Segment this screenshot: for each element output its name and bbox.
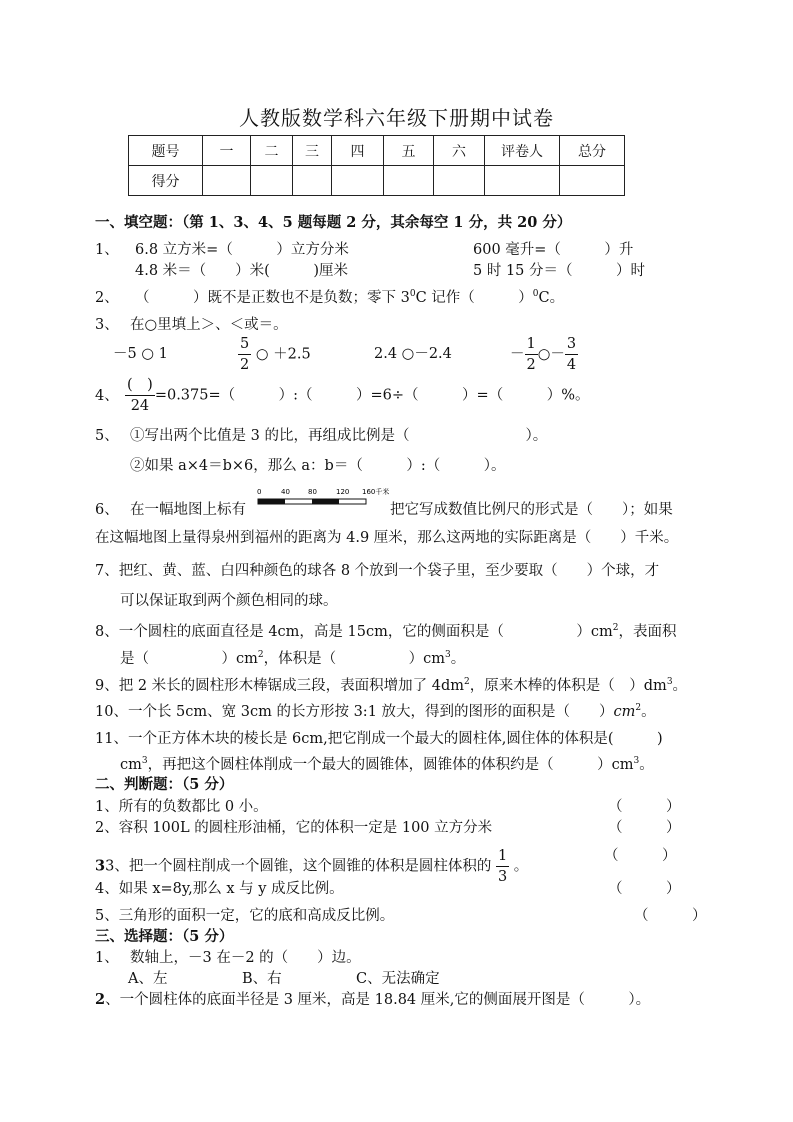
question-text: 是（ ）$cm^2$，体积是（ ）$cm^3$。 xyxy=(120,650,466,667)
table-cell: 一 xyxy=(203,136,251,166)
table-cell: 二 xyxy=(251,136,293,166)
question-number: 2、 xyxy=(95,290,119,306)
scale-bar-segment xyxy=(312,499,339,504)
question-number: 1、 xyxy=(95,950,119,966)
comparison-item: $\frac{5}{2}$ ○ ＋2.5 xyxy=(240,336,311,373)
table-cell: 四 xyxy=(332,136,384,166)
fraction: $\frac{1}{3}$ xyxy=(497,848,508,885)
answer-paren[interactable]: （ ） xyxy=(604,848,677,864)
comparison-item: － $\frac{1}{2}$ ○－ $\frac{3}{4}$ xyxy=(510,336,577,373)
answer-paren[interactable]: （ ） xyxy=(608,820,681,836)
table-cell: 六 xyxy=(434,136,485,166)
section-heading: 二、判断题：（5 分） xyxy=(95,776,234,793)
table-cell: 三 xyxy=(293,136,332,166)
answer-paren[interactable]: （ ） xyxy=(634,908,707,924)
fraction: $\frac{3}{4}$ xyxy=(566,336,577,373)
table-cell: 评卷人 xyxy=(485,136,560,166)
judgement-item: 5、三角形的面积一定，它的底和高成反比例。 xyxy=(95,908,395,924)
section-heading: 三、选择题：（5 分） xyxy=(95,928,234,945)
score-input-cell[interactable] xyxy=(293,166,332,196)
question-text: 9、把 2 米长的圆柱形木棒锯成三段，表面积增加了 $4dm^2$，原来木棒的体积是（ ）$dm^3$。 xyxy=(95,677,688,694)
fraction: $\frac{1}{2}$ xyxy=(526,336,536,373)
question-text: 4.8 米＝（ ）米( )厘米 xyxy=(135,263,348,279)
fraction: $\frac{5}{2}$ xyxy=(240,336,250,373)
question-text: 11、一个正方体木块的棱长是 6cm,把它削成一个最大的圆柱体,圆住体的体积是( ) xyxy=(95,731,663,747)
score-input-cell[interactable] xyxy=(384,166,434,196)
question-text: 2、一个圆柱体的底面半径是 3 厘米，高是 18.84 厘米,它的侧面展开图是（ ）。 xyxy=(95,991,651,1008)
question-text: 可以保证取到两个颜色相同的球。 xyxy=(120,593,338,609)
score-input-cell[interactable] xyxy=(203,166,251,196)
judgement-item: 1、所有的负数都比 0 小。 xyxy=(95,799,268,815)
question-text: $\frac{( )}{24}$ =0.375=（ ）:（ ）=6÷（ ）=（ ）%。 xyxy=(127,377,590,414)
score-table xyxy=(128,135,625,196)
judgement-item: 2、容积 100L 的圆柱形油桶，它的体积一定是 100 立方分米 xyxy=(95,820,493,836)
score-table-score-row xyxy=(129,166,625,196)
answer-paren[interactable]: （ ） xyxy=(608,881,681,897)
answer-paren[interactable]: （ ） xyxy=(608,799,681,815)
question-text: ②如果 a×4＝b×6，那么 a：b＝（ ）:（ ）。 xyxy=(130,458,506,474)
table-cell: 五 xyxy=(384,136,434,166)
question-text: 把它写成数值比例尺的形式是（ ）；如果 xyxy=(390,502,673,518)
table-cell: 总分 xyxy=(560,136,625,166)
question-text: 7、把红、黄、蓝、白四种颜色的球各 8 个放到一个袋子里，至少要取（ ）个球，才 xyxy=(95,563,660,579)
fraction: $\frac{( )}{24}$ xyxy=(127,377,153,414)
page-title: 人教版数学科六年级下册期中试卷 xyxy=(239,106,554,130)
question-number: 6、 xyxy=(95,502,119,518)
question-text: 5 时 15 分＝（ ）时 xyxy=(473,263,646,279)
map-scale-bar xyxy=(254,486,389,512)
judgement-item: 4、如果 x=8y,那么 x 与 y 成反比例。 xyxy=(95,881,344,897)
question-number: 1、 xyxy=(95,242,119,258)
question-text: $cm^3$，再把这个圆柱体削成一个最大的圆锥体，圆锥体的体积约是（ ）$cm^3$。 xyxy=(120,756,654,773)
question-text: 600 毫升=（ ）升 xyxy=(473,242,634,258)
scale-label: 40 xyxy=(281,488,290,496)
score-input-cell[interactable] xyxy=(560,166,625,196)
question-text: 10、一个长 5cm、宽 3cm 的长方形按 3:1 放大，得到的图形的面积是（ ）$cm^2$。 xyxy=(95,703,656,720)
question-number: 4、 xyxy=(95,388,119,404)
score-input-cell[interactable] xyxy=(434,166,485,196)
score-table-header-row xyxy=(129,136,625,166)
comparison-item: －5 ○ 1 xyxy=(113,346,168,362)
question-text: ①写出两个比值是 3 的比，再组成比例是（ ）。 xyxy=(130,428,548,444)
table-cell: 得分 xyxy=(129,166,203,196)
question-text: 在一幅地图上标有 xyxy=(130,502,246,518)
scale-label: 120 xyxy=(336,488,350,496)
score-input-cell[interactable] xyxy=(251,166,293,196)
choice-option[interactable]: A、左 xyxy=(128,971,168,987)
comparison-item: 2.4 ○－2.4 xyxy=(374,346,452,362)
question-text: 数轴上，－3 在－2 的（ ）边。 xyxy=(130,950,361,966)
judgement-item: 33、把一个圆柱削成一个圆锥，这个圆锥的体积是圆柱体积的 $\frac{1}{3}$ 。 xyxy=(95,848,529,885)
scale-label: 0 xyxy=(257,488,262,496)
choice-option[interactable]: C、无法确定 xyxy=(356,971,440,987)
question-text: 在这幅地图上量得泉州到福州的距离为 4.9 厘米，那么这两地的实际距离是（ ）千米。 xyxy=(95,530,679,546)
question-text: （ ）既不是正数也不是负数；零下 $3^0C$ 记作（ ）$^0$C。 xyxy=(135,289,565,306)
question-text: 6.8 立方米=（ ）立方分米 xyxy=(135,242,349,258)
score-input-cell[interactable] xyxy=(332,166,384,196)
scale-bar-segment xyxy=(258,499,285,504)
section-heading: 一、填空题：（第 1、3、4、5 题每题 2 分，其余每空 1 分，共 20 分） xyxy=(95,214,572,231)
scale-label: 160千米 xyxy=(362,488,389,496)
question-number: 3、 xyxy=(95,317,119,333)
scale-label: 80 xyxy=(308,488,317,496)
question-number: 5、 xyxy=(95,428,119,444)
score-input-cell[interactable] xyxy=(485,166,560,196)
question-text: 在○里填上＞、＜或＝。 xyxy=(130,317,288,333)
question-text: 8、一个圆柱的底面直径是 4cm，高是 15cm，它的侧面积是（ ）$cm^2$，表面积 xyxy=(95,623,677,640)
choice-option[interactable]: B、右 xyxy=(242,971,282,987)
table-cell: 题号 xyxy=(129,136,203,166)
